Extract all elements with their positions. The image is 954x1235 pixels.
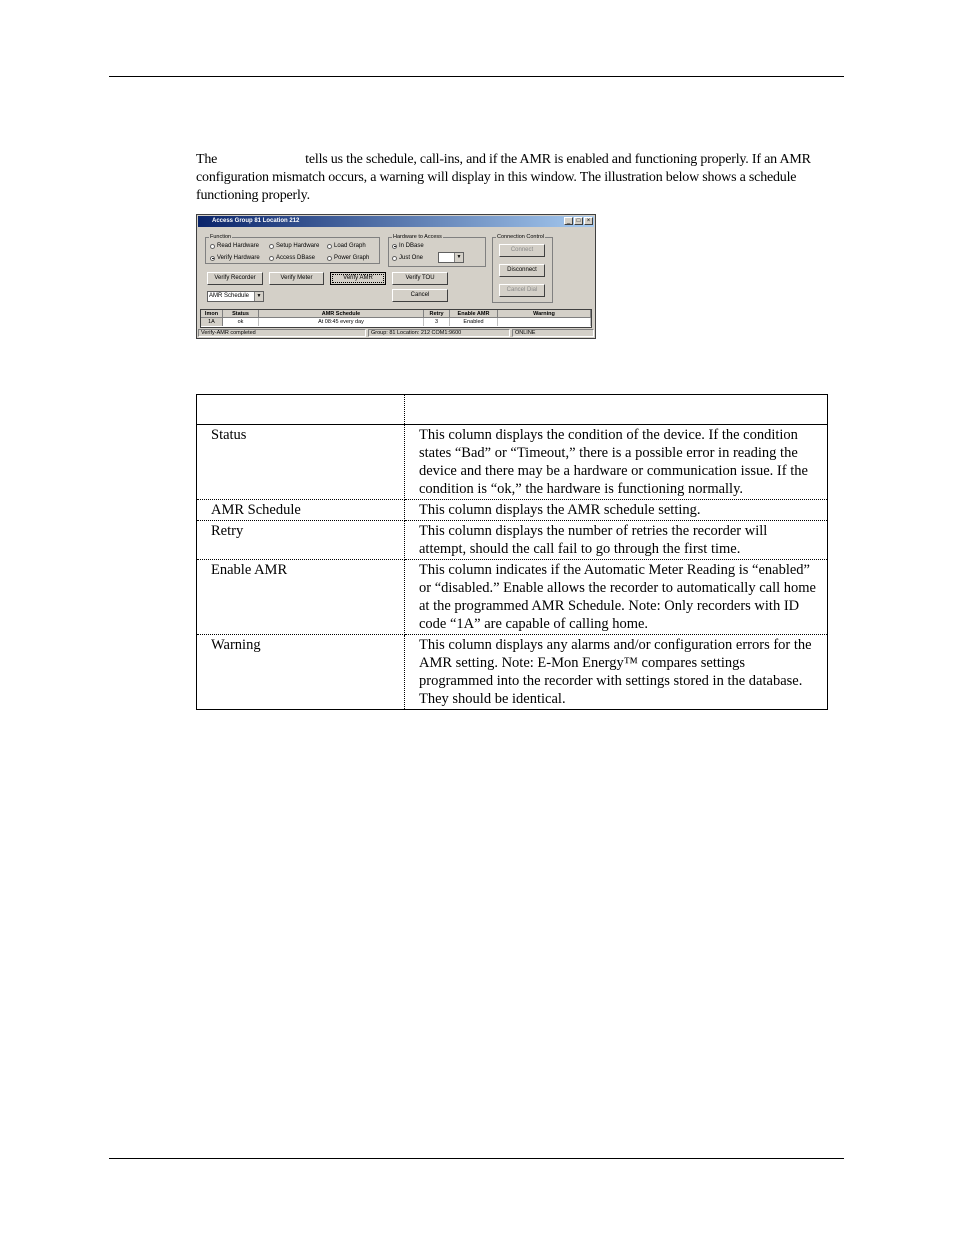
grid-header-cell: Warning bbox=[498, 310, 591, 318]
verify-recorder-button[interactable]: Verify Recorder bbox=[207, 272, 263, 285]
schedule-select[interactable]: AMR Schedule ▼ bbox=[207, 291, 264, 302]
radio-in-dbase[interactable]: In DBase bbox=[392, 243, 424, 249]
radio-dot-icon bbox=[327, 256, 332, 261]
field-description: This column displays the condition of the device. If the condition states “Bad” or “Timeout,” there is a possible error in reading the device and there may be a hardware or communication issue. If the condition is “ok,” the hardware is functioning normally. bbox=[405, 425, 828, 500]
table-row bbox=[197, 500, 828, 521]
radio-access-dbase[interactable]: Access DBase bbox=[269, 255, 315, 261]
table-row[interactable] bbox=[201, 318, 591, 326]
grid-header-cell: Status bbox=[223, 310, 259, 318]
verify-meter-button[interactable]: Verify Meter bbox=[269, 272, 324, 285]
chevron-down-icon: ▼ bbox=[454, 253, 463, 262]
field-name: AMR Schedule bbox=[197, 500, 405, 521]
function-legend: Function bbox=[210, 234, 232, 240]
radio-dot-icon bbox=[269, 244, 274, 249]
minimize-icon[interactable]: _ bbox=[564, 217, 573, 225]
just-one-select[interactable] bbox=[438, 252, 464, 263]
function-group bbox=[205, 234, 380, 264]
disconnect-button[interactable]: Disconnect bbox=[499, 264, 545, 277]
connect-button[interactable]: Connect bbox=[499, 244, 545, 257]
header-cell bbox=[405, 395, 828, 425]
hardware-legend: Hardware to Access bbox=[393, 234, 442, 240]
intro-paragraph bbox=[196, 151, 836, 205]
radio-setup-hardware[interactable]: Setup Hardware bbox=[269, 243, 319, 249]
field-name: Retry bbox=[197, 521, 405, 560]
cancel-button[interactable]: Cancel bbox=[392, 289, 448, 302]
header-cell bbox=[197, 395, 405, 425]
column-description-table bbox=[196, 394, 828, 710]
footer-rule bbox=[109, 1158, 844, 1159]
field-description: This column displays any alarms and/or configuration errors for the AMR setting. Note: E-Mon Energy™ compares settings programmed into the recorder with settings stored in the database. They should be identical. bbox=[405, 635, 828, 710]
window-statusbar bbox=[198, 329, 594, 337]
grid-cell: Enabled bbox=[450, 318, 498, 326]
field-description: This column indicates if the Automatic Meter Reading is “enabled” or “disabled.” Enable allows the recorder to automatically call home at the programmed AMR Schedule. Note: Only recorders with ID code “1A” are capable of calling home. bbox=[405, 560, 828, 635]
radio-power-graph[interactable]: Power Graph bbox=[327, 255, 369, 261]
close-icon[interactable]: × bbox=[584, 217, 593, 225]
grid-header-cell: AMR Schedule bbox=[259, 310, 424, 318]
results-grid[interactable] bbox=[200, 309, 592, 328]
table-row bbox=[197, 521, 828, 560]
radio-dot-icon bbox=[327, 244, 332, 249]
grid-header-cell: Retry bbox=[424, 310, 450, 318]
connection-legend: Connection Control bbox=[497, 234, 545, 240]
table-row bbox=[197, 560, 828, 635]
hardware-group bbox=[388, 234, 486, 267]
access-group-window bbox=[196, 214, 596, 339]
status-message: Verify-AMR completed bbox=[198, 329, 366, 337]
connection-group bbox=[492, 234, 553, 303]
radio-just-one[interactable]: Just One bbox=[392, 255, 423, 261]
field-name: Warning bbox=[197, 635, 405, 710]
field-name: Status bbox=[197, 425, 405, 500]
verify-tou-button[interactable]: Verify TOU bbox=[392, 272, 448, 285]
maximize-icon[interactable]: □ bbox=[574, 217, 583, 225]
radio-verify-hardware[interactable]: Verify Hardware bbox=[210, 255, 260, 261]
table-row bbox=[197, 425, 828, 500]
intro-lead-word: The bbox=[196, 152, 218, 167]
field-name: Enable AMR bbox=[197, 560, 405, 635]
grid-cell bbox=[498, 318, 591, 326]
grid-cell: 3 bbox=[424, 318, 450, 326]
radio-dot-selected-icon bbox=[392, 244, 397, 249]
table-row bbox=[197, 635, 828, 710]
chevron-down-icon: ▼ bbox=[254, 292, 263, 301]
grid-header-cell: Imon bbox=[201, 310, 223, 318]
radio-dot-icon bbox=[269, 256, 274, 261]
status-state: ONLINE bbox=[512, 329, 594, 337]
grid-cell: ok bbox=[223, 318, 259, 326]
radio-read-hardware[interactable]: Read Hardware bbox=[210, 243, 259, 249]
grid-header bbox=[201, 310, 591, 318]
radio-dot-selected-icon bbox=[210, 256, 215, 261]
grid-header-cell: Enable AMR bbox=[450, 310, 498, 318]
intro-body: tells us the schedule, call-ins, and if the AMR is enabled and functioning properly. If an AMR configuration mismatch occurs, a warning will display in this window. The illustration below shows a schedule functioning properly. bbox=[196, 152, 811, 203]
radio-dot-icon bbox=[210, 244, 215, 249]
field-description: This column displays the number of retries the recorder will attempt, should the call fail to go through the first time. bbox=[405, 521, 828, 560]
window-title: Access Group 81 Location 212 bbox=[212, 218, 300, 224]
field-description: This column displays the AMR schedule setting. bbox=[405, 500, 828, 521]
radio-load-graph[interactable]: Load Graph bbox=[327, 243, 366, 249]
header-rule bbox=[109, 76, 844, 77]
cancel-dial-button[interactable]: Cancel Dial bbox=[499, 284, 545, 297]
window-titlebar bbox=[198, 216, 594, 227]
grid-cell: 1A bbox=[201, 318, 223, 326]
table-header-row bbox=[197, 395, 828, 425]
grid-cell: At 08:45 every day bbox=[259, 318, 424, 326]
radio-dot-icon bbox=[392, 256, 397, 261]
verify-amr-button[interactable]: Verify AMR bbox=[330, 272, 386, 285]
status-location: Group: 81 Location: 212 COM1:9600 bbox=[368, 329, 510, 337]
